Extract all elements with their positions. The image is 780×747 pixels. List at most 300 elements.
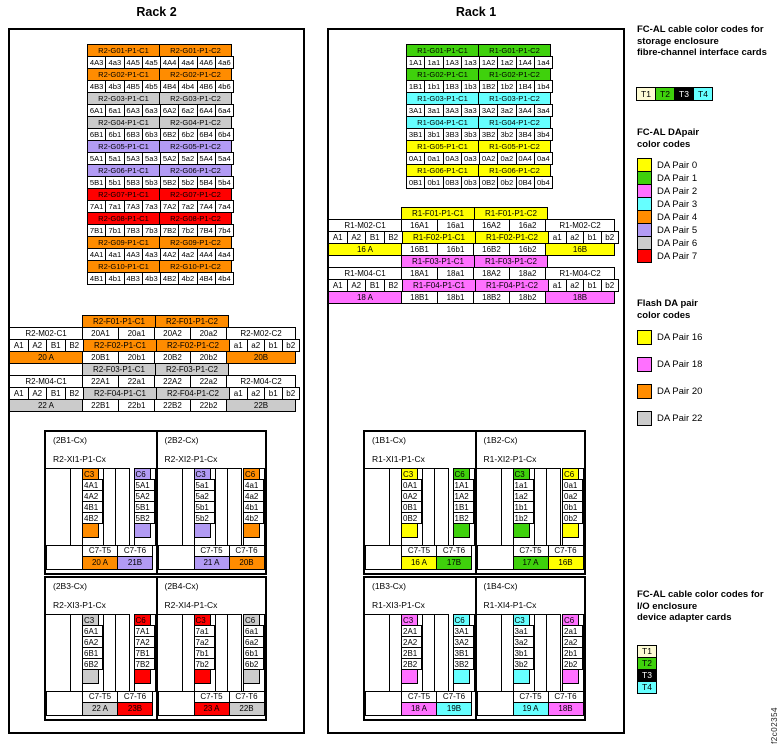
port-label-cell: 7a4 — [215, 200, 234, 213]
port-label-cell: 0b3 — [461, 176, 480, 189]
port-cell: a2 — [247, 339, 266, 352]
io-slot-empty — [157, 614, 183, 692]
port-label-cell: 5b4 — [215, 176, 234, 189]
port-label-cell: 16a2 — [509, 219, 546, 232]
port-label-cell: 1a1 — [424, 56, 443, 69]
port-label-cell: 18B1 — [401, 291, 438, 304]
port-cell: A2 — [28, 339, 48, 352]
g-card-pair-row — [407, 68, 553, 93]
io-enclosure-tag: (1B2-Cx) — [483, 435, 518, 445]
legend-label: DA Pair 6 — [657, 238, 698, 249]
port-label-cell: 5A4 — [197, 152, 216, 165]
m-card-header-left: R2-M02-C1 — [9, 327, 83, 340]
da-pair-value: 16B — [548, 556, 584, 570]
port-label-cell: 16a1 — [437, 219, 474, 232]
port-label-cell: 4B5 — [124, 80, 143, 93]
da-port-cell: 4b2 — [243, 512, 264, 524]
g-card-header-c2: R1-G02-P1-C2 — [478, 68, 551, 81]
io-slot-empty — [45, 614, 71, 692]
m-card-header-left: R2-M04-C1 — [9, 375, 83, 388]
port-label-cell: 4A6 — [197, 56, 216, 69]
io-footer-blank — [158, 691, 195, 716]
flash-legend-title — [637, 298, 698, 321]
da-card-header: C3 — [513, 614, 530, 626]
port-cell: b2 — [282, 339, 301, 352]
m-card-header-right: R1-M02-C2 — [545, 219, 615, 232]
da-card-footer — [82, 523, 99, 538]
da-card-header: C6 — [562, 614, 579, 626]
io-footer — [46, 691, 156, 716]
g-card-header-c1: R2-G04-P1-C1 — [87, 116, 160, 129]
port-label-cell: 6A1 — [87, 104, 106, 117]
port-label-cell: 20b2 — [190, 351, 227, 364]
da-port-cell: 0B2 — [401, 512, 422, 524]
g-card-header-c2: R2-G07-P1-C2 — [159, 188, 232, 201]
da-port-cell: 7b1 — [194, 647, 215, 659]
flash-enclosure-block — [10, 363, 301, 412]
io-enclosure-section — [46, 578, 156, 719]
da-card-header: C3 — [194, 468, 211, 480]
da-card-header: C3 — [401, 468, 418, 480]
port-label-cell: 0a3 — [461, 152, 480, 165]
port-label-cell: 7b4 — [215, 224, 234, 237]
port-label-cell: 4A1 — [87, 248, 106, 261]
da-pair-value-left: 22 A — [9, 399, 83, 412]
flash-card-header: R1-F02-P1-C2 — [475, 231, 549, 244]
legend-title-line: storage enclosure — [637, 35, 719, 47]
da-port-cell: 0a2 — [562, 490, 583, 502]
io-footer-t6 — [436, 545, 472, 570]
port-label-cell: 4b1 — [105, 272, 124, 285]
io-slot-row — [365, 468, 475, 546]
port-label-cell: 0a4 — [534, 152, 553, 165]
rack2-io-box-bottom — [44, 576, 267, 721]
da-card-footer — [453, 669, 470, 684]
io-slot-row — [158, 614, 266, 692]
flash-card-header: R2-F01-P1-C2 — [155, 315, 229, 328]
da-port-cell: 2A1 — [401, 625, 422, 637]
port-label-cell: 1A4 — [516, 56, 535, 69]
port-cell: A2 — [347, 279, 367, 292]
io-footer — [365, 545, 475, 570]
port-label: C7-T5 — [194, 545, 230, 557]
g-card-pair-row — [88, 260, 234, 285]
port-label-cell: 22A1 — [82, 375, 119, 388]
port-label-cell: 5B4 — [197, 176, 216, 189]
da-card-c3 — [194, 614, 216, 692]
g-card-port-row — [88, 272, 234, 285]
io-slot-empty — [546, 468, 561, 546]
da-card-header: C3 — [82, 614, 99, 626]
da-port-cell: 4B1 — [82, 501, 103, 513]
io-enclosure-tag: (2B4-Cx) — [164, 581, 199, 591]
io-footer-t5 — [194, 691, 230, 716]
port-label-cell: 18A1 — [401, 267, 438, 280]
da-port-cell: 5a2 — [194, 490, 215, 502]
color-swatch — [637, 249, 652, 263]
port-label-cell: 0b1 — [424, 176, 443, 189]
port-label-cell: 22a1 — [118, 375, 155, 388]
io-slot-row — [46, 614, 156, 692]
da-card-footer — [134, 523, 151, 538]
rack1-flash-table — [329, 208, 620, 304]
io-footer-blank — [365, 691, 402, 716]
m-card-header-right: R1-M04-C2 — [545, 267, 615, 280]
port-label-cell: 6B4 — [197, 128, 216, 141]
port-cell: A1 — [328, 231, 348, 244]
color-swatch — [637, 210, 652, 224]
port-label-cell: 0B2 — [479, 176, 498, 189]
port-label-cell: 4a3 — [105, 56, 124, 69]
io-slot-empty — [157, 468, 183, 546]
da-port-cell: 3B2 — [453, 658, 474, 670]
da-port-cell: 5B1 — [134, 501, 155, 513]
flash-card-header: R2-F01-P1-C1 — [82, 315, 156, 328]
io-footer-blank — [158, 545, 195, 570]
color-swatch — [637, 184, 652, 198]
port-label-cell: 1b4 — [534, 80, 553, 93]
da-pair-value-left: 20 A — [9, 351, 83, 364]
g-card-header-c2: R1-G05-P1-C2 — [478, 140, 551, 153]
port-label-cell: 3B2 — [479, 128, 498, 141]
io-enclosure-name: R1-XI2-P1-Cx — [483, 454, 537, 464]
da-port-cell: 5B2 — [134, 512, 155, 524]
da-port-cell: 2B2 — [401, 658, 422, 670]
port-cell: B2 — [65, 387, 85, 400]
da-card-c3 — [194, 468, 216, 546]
da-card-c3 — [82, 614, 104, 692]
port-cell: B2 — [384, 231, 404, 244]
da-port-cell: 2a1 — [562, 625, 583, 637]
da-card-footer — [243, 523, 260, 538]
da-port-cell: 5b2 — [194, 512, 215, 524]
da-port-cell: 3a1 — [513, 625, 534, 637]
da-pair-value: 20B — [229, 556, 265, 570]
port-cell: a2 — [566, 279, 585, 292]
g-card-pair-row — [88, 116, 234, 141]
port-label: C7-T6 — [436, 691, 472, 703]
port-label-cell: 7b2 — [178, 224, 197, 237]
port-label-cell: 7a2 — [178, 200, 197, 213]
legend-label: DA Pair 5 — [657, 225, 698, 236]
port-label: C7-T5 — [513, 691, 549, 703]
port-label-cell: 1a3 — [461, 56, 480, 69]
port-label-cell: 18b1 — [437, 291, 474, 304]
legend-title-line: FC-AL DApair — [637, 127, 700, 138]
io-slot-row — [158, 468, 266, 546]
color-swatch — [637, 158, 652, 172]
color-swatch — [637, 384, 652, 399]
flash-enclosure-block — [329, 255, 620, 304]
g-card-header-c1: R1-G03-P1-C1 — [406, 92, 479, 105]
port-label-cell: 4B4 — [197, 272, 216, 285]
port-label-cell: 4a1 — [105, 248, 124, 261]
t2-color-swatch: T2 — [637, 657, 657, 670]
io-enclosure-name: R2-XI2-P1-Cx — [164, 454, 218, 464]
da-port-cell: 6B1 — [82, 647, 103, 659]
port-label-cell: 3B3 — [443, 128, 462, 141]
g-card-header-c1: R2-G07-P1-C1 — [87, 188, 160, 201]
da-pair-value-right: 22B — [226, 399, 296, 412]
io-footer-t5 — [194, 545, 230, 570]
flash-card-header: R1-F01-P1-C2 — [474, 207, 548, 220]
io-footer — [477, 545, 585, 570]
port-label-cell: 1a2 — [497, 56, 516, 69]
color-swatch — [637, 330, 652, 345]
port-label-cell: 4A3 — [124, 248, 143, 261]
port-cell: b1 — [264, 387, 283, 400]
port-label: C7-T5 — [82, 691, 118, 703]
io-enclosure-tag: (2B3-Cx) — [53, 581, 88, 591]
port-cell: b2 — [282, 387, 301, 400]
port-label: C7-T6 — [117, 691, 153, 703]
g-card-header-c2: R1-G01-P1-C2 — [478, 44, 551, 57]
port-label-cell: 0A3 — [443, 152, 462, 165]
io-slot-row — [477, 614, 585, 692]
port-label-cell: 7a3 — [142, 200, 161, 213]
da-port-cell: 3A2 — [453, 636, 474, 648]
da-port-cell: 6a2 — [243, 636, 264, 648]
da-card-c6 — [453, 468, 475, 546]
da-port-cell: 1A1 — [453, 479, 474, 491]
port-label-cell: 0a1 — [424, 152, 443, 165]
da-card-footer — [243, 669, 260, 684]
port-label-cell: 18a1 — [437, 267, 474, 280]
port-label-cell: 5A1 — [87, 152, 106, 165]
port-label-cell: 1a4 — [534, 56, 553, 69]
g-card-header-c1: R1-G05-P1-C1 — [406, 140, 479, 153]
io-enclosure-tag: (1B1-Cx) — [372, 435, 407, 445]
io-footer — [158, 691, 266, 716]
da-card-header: C6 — [562, 468, 579, 480]
io-slot-empty — [434, 614, 449, 692]
da-card-c3 — [401, 614, 423, 692]
g-card-pair-row — [407, 44, 553, 69]
legend-item — [637, 358, 702, 372]
port-label-cell: 6B2 — [160, 128, 179, 141]
t4-color-swatch: T4 — [693, 87, 713, 101]
io-slot-empty — [364, 614, 390, 692]
io-slot-row — [46, 468, 156, 546]
da-card-header: C6 — [134, 614, 151, 626]
da-port-cell: 6A2 — [82, 636, 103, 648]
da-port-cell: 0B1 — [401, 501, 422, 513]
port-cell: A1 — [9, 339, 29, 352]
port-label-cell: 4b5 — [142, 80, 161, 93]
figure-id: f2c02354 — [770, 707, 779, 744]
g-card-pair-row — [88, 212, 234, 237]
da-card-header: C6 — [134, 468, 151, 480]
io-footer-t6 — [548, 691, 584, 716]
da-card-header: C3 — [513, 468, 530, 480]
port-label-cell: 0B3 — [443, 176, 462, 189]
da-port-cell: 6b2 — [243, 658, 264, 670]
port-label-cell: 7B1 — [87, 224, 106, 237]
da-pair-value: 18 A — [401, 702, 437, 716]
io-slot-empty — [476, 468, 502, 546]
port-label-cell: 4a5 — [142, 56, 161, 69]
rack2-flash-table — [10, 316, 301, 412]
port-label-cell: 4A2 — [160, 248, 179, 261]
port-cell: B2 — [384, 279, 404, 292]
port-cell: a1 — [548, 279, 567, 292]
t1-color-swatch: T1 — [636, 87, 656, 101]
port-cell: B1 — [46, 387, 66, 400]
flash-card-header: R1-F04-P1-C1 — [402, 279, 476, 292]
io-slot-row — [365, 614, 475, 692]
port-label-cell: 20A1 — [82, 327, 119, 340]
port-label-cell: 6a3 — [142, 104, 161, 117]
port-label-cell: 18A2 — [473, 267, 510, 280]
port-label: C7-T6 — [548, 691, 584, 703]
rack1-io-box-top — [363, 430, 586, 575]
port-label-cell: 18B2 — [473, 291, 510, 304]
da-card-footer — [82, 669, 99, 684]
g-card-header-c1: R2-G02-P1-C1 — [87, 68, 160, 81]
io-t-stack — [637, 646, 657, 694]
io-slot-empty — [115, 614, 130, 692]
io-enclosure-head — [365, 432, 475, 468]
da-port-cell: 6b1 — [243, 647, 264, 659]
port-label: C7-T5 — [194, 691, 230, 703]
port-label-cell: 4A5 — [124, 56, 143, 69]
t3-color-swatch: T3 — [637, 669, 657, 682]
da-card-c6 — [562, 468, 584, 546]
g-card-pair-row — [88, 140, 234, 165]
da-card-header: C6 — [243, 468, 260, 480]
port-label-cell: 1b2 — [497, 80, 516, 93]
io-enclosure-section — [156, 432, 266, 573]
fm-row-b — [329, 291, 620, 304]
port-label-cell: 5b3 — [142, 176, 161, 189]
color-swatch — [637, 411, 652, 426]
port-cell: B2 — [65, 339, 85, 352]
port-label-cell: 4B1 — [87, 272, 106, 285]
legend-title-line: color codes — [637, 309, 691, 321]
legend-label: DA Pair 22 — [657, 413, 703, 424]
dapair-legend-title — [637, 127, 699, 150]
port-label-cell: 16B2 — [473, 243, 510, 256]
port-label-cell: 3a3 — [461, 104, 480, 117]
fm-row-b — [10, 399, 301, 412]
port-label-cell: 5b2 — [178, 176, 197, 189]
da-port-cell: 3a2 — [513, 636, 534, 648]
port-label-cell: 20B2 — [154, 351, 191, 364]
port-label-cell: 16b2 — [509, 243, 546, 256]
io-footer-t5 — [401, 545, 437, 570]
color-swatch — [637, 171, 652, 185]
m-card-header-left: R1-M04-C1 — [328, 267, 402, 280]
da-port-cell: 0A2 — [401, 490, 422, 502]
m-card-header-right: R2-M02-C2 — [226, 327, 296, 340]
g-card-header-c1: R1-G02-P1-C1 — [406, 68, 479, 81]
legend-title-line: device adapter cards — [637, 612, 732, 623]
port-cell: a1 — [229, 387, 248, 400]
port-cell: b1 — [583, 231, 602, 244]
io-footer-t6 — [229, 545, 265, 570]
io-slot-empty — [364, 468, 390, 546]
io-enclosure-section — [475, 578, 585, 719]
io-enclosure-tag: (1B4-Cx) — [483, 581, 518, 591]
da-pair-value: 17B — [436, 556, 472, 570]
da-port-cell: 5a1 — [194, 479, 215, 491]
io-enclosure-tag: (2B2-Cx) — [164, 435, 199, 445]
da-pair-value: 19B — [436, 702, 472, 716]
port-cell: A1 — [9, 387, 29, 400]
io-footer-t6 — [436, 691, 472, 716]
da-port-cell: 0b1 — [562, 501, 583, 513]
port-label-cell: 16A2 — [473, 219, 510, 232]
da-port-cell: 6A1 — [82, 625, 103, 637]
io-enclosure-name: R1-XI4-P1-Cx — [483, 600, 537, 610]
port-label-cell: 7b1 — [105, 224, 124, 237]
port-label-cell: 20b1 — [118, 351, 155, 364]
io-enclosure-name: R1-XI1-P1-Cx — [372, 454, 425, 464]
flash-card-header: R1-F01-P1-C1 — [401, 207, 475, 220]
da-port-cell: 7A2 — [134, 636, 155, 648]
port-label-cell: 4B2 — [160, 272, 179, 285]
da-pair-value: 18B — [548, 702, 584, 716]
port-label-cell: 5B1 — [87, 176, 106, 189]
da-pair-value: 21B — [117, 556, 153, 570]
io-enclosure-section — [156, 578, 266, 719]
da-pair-value: 23 A — [194, 702, 230, 716]
flash-legend-list — [637, 331, 702, 439]
da-port-cell: 4A1 — [82, 479, 103, 491]
port-label-cell: 0b4 — [534, 176, 553, 189]
da-card-c3 — [82, 468, 104, 546]
port-label-cell: 6b2 — [178, 128, 197, 141]
g-card-pair-row — [88, 188, 234, 213]
g-card-header-c1: R2-G03-P1-C1 — [87, 92, 160, 105]
io-slot-empty — [476, 614, 502, 692]
da-port-cell: 1a2 — [513, 490, 534, 502]
g-card-pair-row — [88, 164, 234, 189]
da-card-footer — [513, 523, 530, 538]
g-card-header-c1: R2-G05-P1-C1 — [87, 140, 160, 153]
io-slot-empty — [434, 468, 449, 546]
port-label: C7-T6 — [229, 545, 265, 557]
port-label-cell: 6b3 — [142, 128, 161, 141]
port-cell: B1 — [365, 231, 385, 244]
io-enclosure-head — [46, 578, 156, 614]
da-port-cell: 5b1 — [194, 501, 215, 513]
flash-enclosure-block — [10, 315, 301, 364]
da-port-cell: 7a2 — [194, 636, 215, 648]
flash-card-header: R2-F02-P1-C2 — [156, 339, 230, 352]
da-card-header: C3 — [82, 468, 99, 480]
g-card-pair-row — [88, 68, 234, 93]
legend-item — [637, 250, 697, 263]
port-label-cell: 16A1 — [401, 219, 438, 232]
da-port-cell: 4b1 — [243, 501, 264, 513]
io-footer — [365, 691, 475, 716]
g-card-header-c2: R2-G08-P1-C2 — [159, 212, 232, 225]
port-label-cell: 7a1 — [105, 200, 124, 213]
g-card-header-c2: R2-G01-P1-C2 — [159, 44, 232, 57]
port-label-cell: 22A2 — [154, 375, 191, 388]
port-label-cell: 1A3 — [443, 56, 462, 69]
flash-card-header: R2-F04-P1-C2 — [156, 387, 230, 400]
da-port-cell: 1B2 — [453, 512, 474, 524]
port-label-cell: 5a4 — [215, 152, 234, 165]
io-footer-t5 — [82, 691, 118, 716]
rack2-box — [8, 28, 305, 734]
da-card-c6 — [243, 614, 265, 692]
da-card-footer — [194, 669, 211, 684]
da-port-cell: 0a1 — [562, 479, 583, 491]
da-port-cell: 4B2 — [82, 512, 103, 524]
